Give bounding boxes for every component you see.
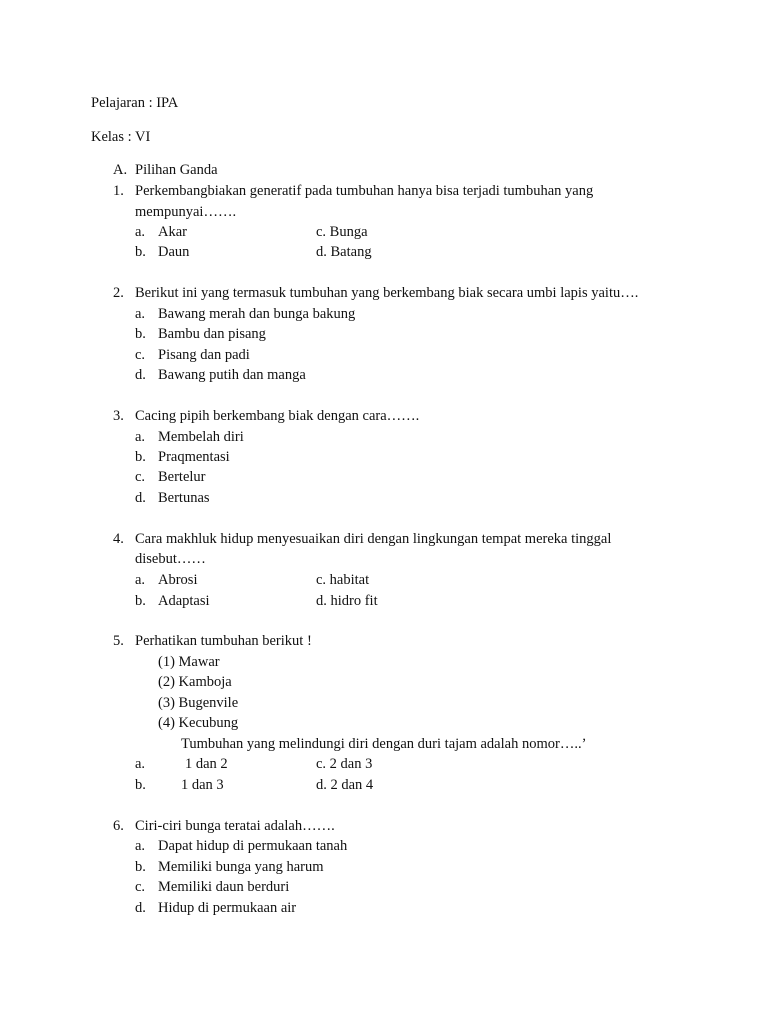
option-b: Bambu dan pisang xyxy=(158,326,266,342)
question-number: 4. xyxy=(113,531,124,547)
option-letter: b. xyxy=(135,449,146,465)
plant-item: (3) Bugenvile xyxy=(158,695,239,711)
option-letter: b. xyxy=(135,593,146,609)
option-letter: b. xyxy=(135,326,146,342)
option-c: Memiliki daun berduri xyxy=(158,879,290,895)
question-text: Perhatikan tumbuhan berikut ! xyxy=(135,633,312,649)
plant-item: (1) Mawar xyxy=(158,654,220,670)
question-text: Berikut ini yang termasuk tumbuhan yang berkembang biak secara umbi lapis yaitu…. xyxy=(135,285,639,301)
option-d: Bertunas xyxy=(158,490,210,506)
question-text: Cara makhluk hidup menyesuaikan diri dengan lingkungan tempat mereka tinggal xyxy=(135,531,612,547)
question-number: 5. xyxy=(113,633,124,649)
option-letter: d. xyxy=(135,490,146,506)
option-b: Praqmentasi xyxy=(158,449,230,465)
option-letter: b. xyxy=(135,777,146,793)
option-letter: a. xyxy=(135,429,146,445)
option-letter: d. xyxy=(135,900,146,916)
option-letter: c. xyxy=(135,879,146,895)
option-c: Pisang dan padi xyxy=(158,347,250,363)
question-text: Ciri-ciri bunga teratai adalah……. xyxy=(135,818,335,834)
section-title: Pilihan Ganda xyxy=(135,162,218,178)
option-c: Bertelur xyxy=(158,469,206,485)
question-stem: Tumbuhan yang melindungi diri dengan duri tajam adalah nomor…..’ xyxy=(181,736,587,752)
option-a: Akar xyxy=(158,224,187,240)
option-b: Memiliki bunga yang harum xyxy=(158,859,324,875)
option-a: Membelah diri xyxy=(158,429,244,445)
question-text-cont: mempunyai……. xyxy=(135,204,237,220)
option-b: Daun xyxy=(158,244,190,260)
option-letter: a. xyxy=(135,306,146,322)
option-letter: b. xyxy=(135,244,146,260)
option-b: Adaptasi xyxy=(158,593,210,609)
question-text: Perkembangbiakan generatif pada tumbuhan hanya bisa terjadi tumbuhan yang xyxy=(135,183,594,199)
option-letter: c. xyxy=(135,347,146,363)
option-d: d. Batang xyxy=(316,244,372,260)
option-letter: a. xyxy=(135,756,146,772)
option-d: Hidup di permukaan air xyxy=(158,900,297,916)
option-a: Bawang merah dan bunga bakung xyxy=(158,306,356,322)
option-letter: c. xyxy=(135,469,146,485)
option-c: c. Bunga xyxy=(316,224,368,240)
option-letter: d. xyxy=(135,367,146,383)
option-c: c. habitat xyxy=(316,572,370,588)
plant-item: (4) Kecubung xyxy=(158,715,239,731)
question-text-cont: disebut…… xyxy=(135,551,206,567)
option-letter: a. xyxy=(135,572,146,588)
option-a: 1 dan 2 xyxy=(185,756,228,772)
grade-label: Kelas : VI xyxy=(91,129,151,145)
question-number: 6. xyxy=(113,818,124,834)
option-d: Bawang putih dan manga xyxy=(158,367,306,383)
question-number: 2. xyxy=(113,285,124,301)
option-a: Dapat hidup di permukaan tanah xyxy=(158,838,348,854)
question-number: 1. xyxy=(113,183,124,199)
option-letter: a. xyxy=(135,224,146,240)
option-letter: b. xyxy=(135,859,146,875)
option-letter: a. xyxy=(135,838,146,854)
option-b: 1 dan 3 xyxy=(181,777,224,793)
section-letter: A. xyxy=(113,162,128,178)
option-a: Abrosi xyxy=(158,572,198,588)
plant-item: (2) Kamboja xyxy=(158,674,232,690)
question-text: Cacing pipih berkembang biak dengan cara……. xyxy=(135,408,420,424)
option-c: c. 2 dan 3 xyxy=(316,756,373,772)
option-d: d. hidro fit xyxy=(316,593,378,609)
subject-label: Pelajaran : IPA xyxy=(91,95,179,111)
option-d: d. 2 dan 4 xyxy=(316,777,374,793)
question-number: 3. xyxy=(113,408,124,424)
